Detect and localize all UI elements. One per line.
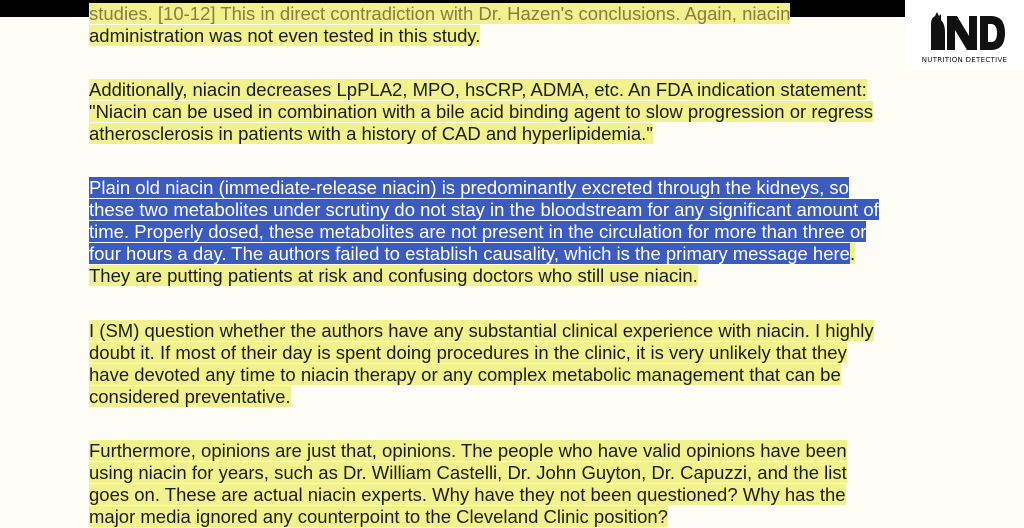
doc-line: Furthermore, opinions are just that, opinions. The people who have valid opinions have been — [89, 440, 847, 461]
nd-logo-icon — [925, 10, 1007, 52]
doc-line: Additionally, niacin decreases LpPLA2, MPO, hsCRP, ADMA, etc. An FDA indication statement: — [89, 79, 867, 100]
doc-line: atherosclerosis in patients with a history of CAD and hyperlipidemia." — [89, 123, 653, 144]
selected-text-line[interactable]: Plain old niacin (immediate-release niacin) is predominantly excreted through the kidneys, so — [89, 177, 849, 198]
doc-line: administration was not even tested in this study. — [89, 25, 481, 46]
doc-line: studies. [10-12] This in direct contradiction with Dr. Hazen's conclusions. Again, niacin — [89, 3, 791, 24]
selected-text-line[interactable]: time. Properly dosed, these metabolites are not present in the circulation for more than three or — [89, 221, 867, 242]
doc-line: using niacin for years, such as Dr. William Castelli, Dr. John Guyton, Dr. Capuzzi, and the list — [89, 462, 847, 483]
brand-name: NUTRITION DETECTIVE — [921, 56, 1008, 64]
doc-line: have devoted any time to niacin therapy or any complex metabolic management that can be — [89, 364, 841, 385]
selected-text-line[interactable]: four hours a day. The authors failed to establish causality, which is the primary message here. — [89, 243, 856, 264]
doc-line: I (SM) question whether the authors have any substantial clinical experience with niacin. I highly — [89, 320, 874, 341]
doc-line: major media ignored any counterpoint to the Cleveland Clinic position? — [89, 506, 668, 527]
doc-line: goes on. These are actual niacin experts. Why have they not been questioned? Why has the — [89, 484, 846, 505]
doc-line: They are putting patients at risk and confusing doctors who still use niacin. — [89, 265, 698, 286]
doc-line: doubt it. If most of their day is spent doing procedures in the clinic, it is very unlikely that they — [89, 342, 847, 363]
doc-line: "Niacin can be used in combination with a bile acid binding agent to slow progression or regress — [89, 101, 874, 122]
brand-logo — [905, 0, 1024, 70]
doc-line: considered preventative. — [89, 386, 291, 407]
selected-text-line[interactable]: these two metabolites under scrutiny do not stay in the bloodstream for any significant amount of — [89, 199, 879, 220]
